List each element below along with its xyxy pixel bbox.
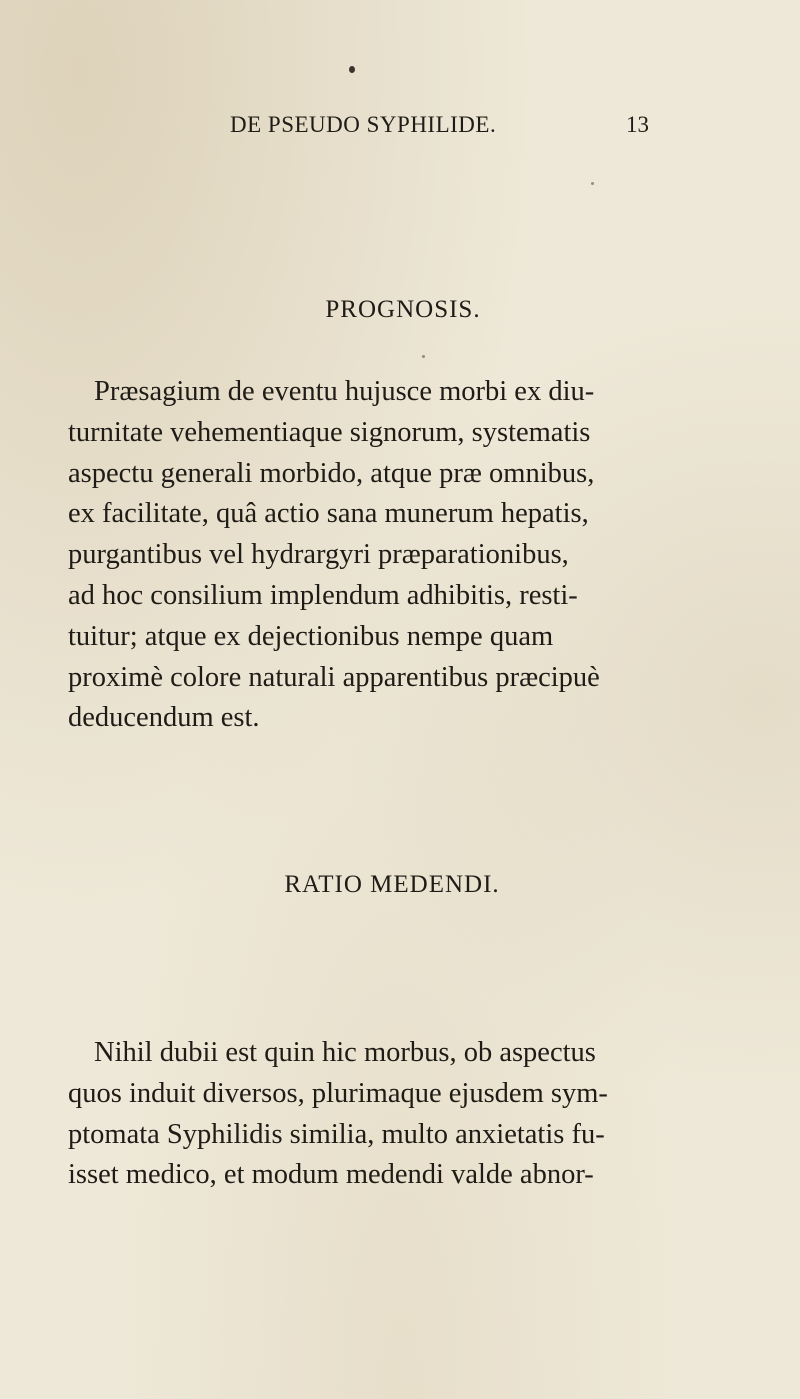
running-title: DE PSEUDO SYPHILIDE. <box>230 112 497 137</box>
text-line: deducendum est. <box>68 702 260 734</box>
text-line: aspectu generali morbido, atque præ omnibus, <box>68 457 595 489</box>
text-line: Præsagium de eventu hujusce morbi ex diu- <box>94 376 595 407</box>
text-line: quos induit diversos, plurimaque ejusdem sym- <box>68 1077 608 1109</box>
paragraph-ratio-medendi <box>68 1033 668 1196</box>
section-heading-ratio-medendi: RATIO MEDENDI. <box>284 871 500 898</box>
text-line: tuitur; atque ex dejectionibus nempe quam <box>68 620 554 652</box>
text-line: Nihil dubii est quin hic morbus, ob aspectus <box>94 1037 596 1068</box>
text-line: proximè colore naturali apparentibus præcipuè <box>68 661 600 693</box>
paragraph-prognosis <box>68 372 668 739</box>
page-number: 13 <box>626 112 649 137</box>
running-head <box>0 112 800 152</box>
text-line: ex facilitate, quâ actio sana munerum hepatis, <box>68 498 589 530</box>
text-line: ptomata Syphilidis similia, multo anxietatis fu- <box>68 1118 605 1150</box>
text-line: turnitate vehementiaque signorum, systematis <box>68 416 591 448</box>
text-line: purgantibus vel hydrargyri præparationibus, <box>68 539 569 571</box>
text-line: ad hoc consilium implendum adhibitis, resti- <box>68 579 578 611</box>
ink-speck <box>349 66 355 73</box>
text-line: isset medico, et modum medendi valde abnor- <box>68 1159 594 1191</box>
section-heading-prognosis: PROGNOSIS. <box>325 296 481 323</box>
ink-speck <box>422 355 425 358</box>
ink-speck <box>591 182 594 185</box>
